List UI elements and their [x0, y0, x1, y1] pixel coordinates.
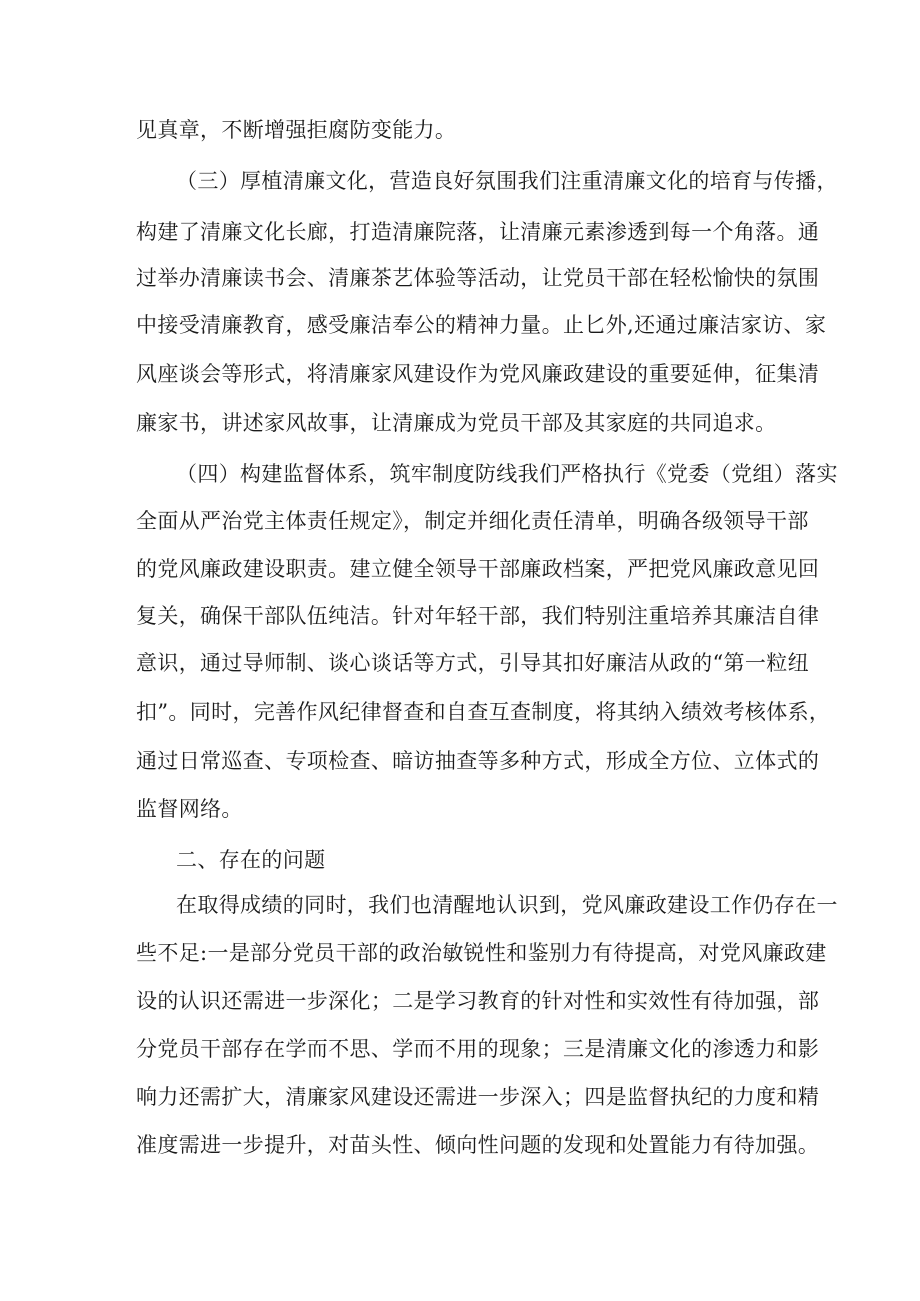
body-text-line: 监督网络。: [136, 797, 243, 821]
body-text-line: 过举办清廉读书会、清廉茶艺体验等活动，让党员干部在轻松愉快的氛围: [136, 266, 820, 290]
body-text-line: 意识，通过导师制、谈心谈话等方式，引导其扣好廉洁从政的“第一粒纽: [136, 651, 809, 675]
body-text-line: 扣”。同时，完善作风纪律督查和自查互查制度，将其纳入绩效考核体系，: [136, 700, 831, 724]
body-text-line: 廉家书，讲述家风故事，让清廉成为党员干部及其家庭的共同追求。: [136, 411, 777, 435]
body-text-line: 准度需进一步提升，对苗头性、倾向性问题的发现和处置能力有待加强。: [136, 1133, 820, 1157]
body-text-line: 中接受清廉教育，感受廉洁奉公的精神力量。止匕外,还通过廉洁家访、家: [136, 313, 827, 337]
section-4-first-line: （四）构建监督体系，筑牢制度防线我们严格执行《党委（党组）落实: [176, 462, 838, 486]
body-text-line: 见真章，不断增强拒腐防变能力。: [136, 118, 457, 142]
body-text-line: 分党员干部存在学而不思、学而不用的现象；三是清廉文化的渗透力和影: [136, 1037, 820, 1061]
body-text-line: 复关，确保干部队伍纯洁。针对年轻干部，我们特别注重培养其廉洁自律: [136, 604, 820, 628]
body-text-line: 的党风廉政建设职责。建立健全领导干部廉政档案，严把党风廉政意见回: [136, 557, 820, 581]
section-heading: 二、存在的问题: [176, 848, 326, 872]
body-text-line: 通过日常巡查、专项检查、暗访抽查等多种方式，形成全方位、立体式的: [136, 749, 820, 773]
body-text-line: 构建了清廉文化长廊，打造清廉院落，让清廉元素渗透到每一个角落。通: [136, 220, 820, 244]
body-text-line: 全面从严治党主体责任规定》，制定并细化责任清单，明确各级领导干部: [136, 509, 809, 533]
section-3-first-line: （三）厚植清廉文化，营造良好氛围我们注重清廉文化的培育与传播，: [176, 169, 838, 193]
body-text-line: 响力还需扩大，清廉家风建设还需进一步深入；四是监督执纪的力度和精: [136, 1085, 820, 1109]
body-text-line: 些不足:一是部分党员干部的政治敏锐性和鉴别力有待提高，对党风廉政建: [136, 941, 827, 965]
body-text-line: 设的认识还需进一步深化；二是学习教育的针对性和实效性有待加强，部: [136, 989, 820, 1013]
body-text-line: 风座谈会等形式，将清廉家风建设作为党风廉政建设的重要延伸，征集清: [136, 362, 820, 386]
problems-first-line: 在取得成绩的同时，我们也清醒地认识到，党风廉政建设工作仍存在一: [176, 893, 838, 917]
